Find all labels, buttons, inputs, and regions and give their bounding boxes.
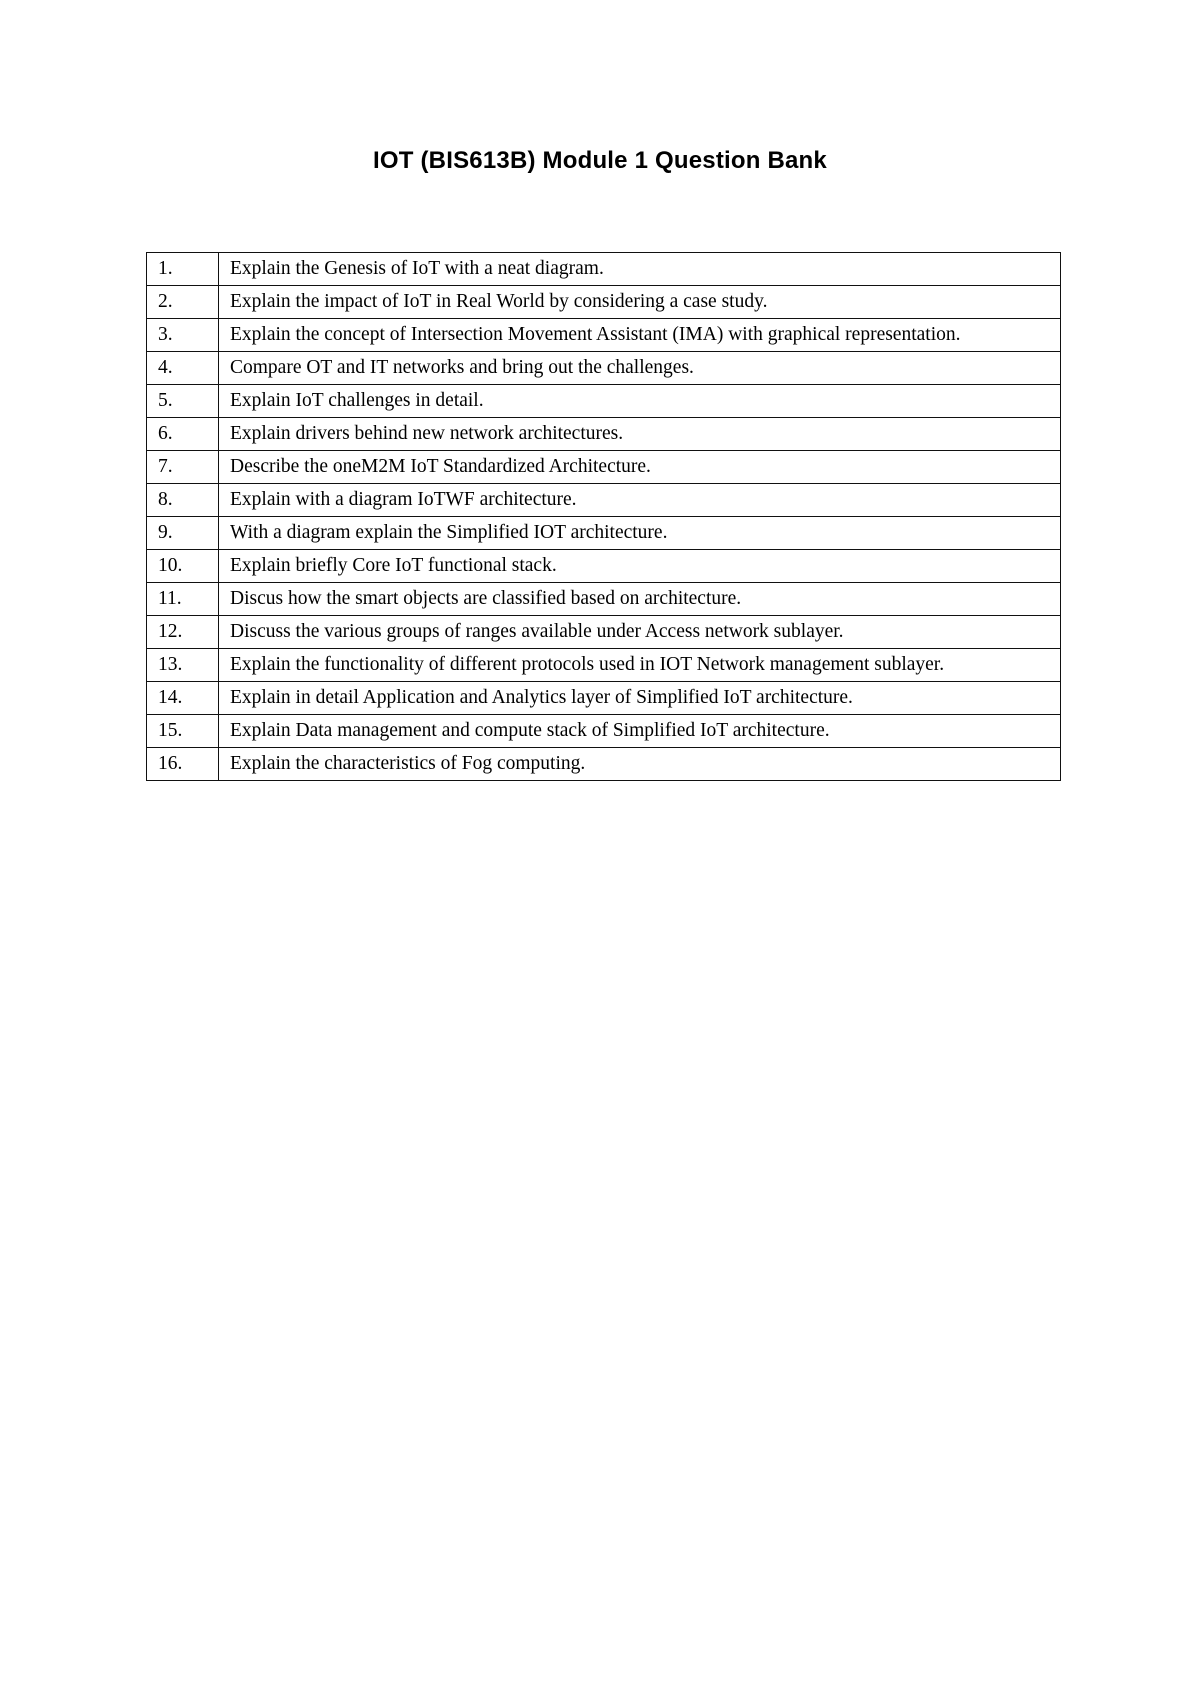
question-text: Explain the Genesis of IoT with a neat diagram.: [219, 253, 1061, 286]
question-number: 14.: [147, 682, 219, 715]
table-row: [147, 385, 1061, 418]
question-number: 1.: [147, 253, 219, 286]
table-row: [147, 484, 1061, 517]
question-table: [146, 252, 1061, 781]
question-text: Explain the impact of IoT in Real World by considering a case study.: [219, 286, 1061, 319]
question-number: 9.: [147, 517, 219, 550]
table-row: [147, 550, 1061, 583]
question-table-body: [147, 253, 1061, 781]
question-text: Discus how the smart objects are classified based on architecture.: [219, 583, 1061, 616]
table-row: [147, 748, 1061, 781]
question-number: 3.: [147, 319, 219, 352]
table-row: [147, 451, 1061, 484]
question-number: 12.: [147, 616, 219, 649]
page-title: IOT (BIS613B) Module 1 Question Bank: [373, 147, 827, 174]
question-number: 6.: [147, 418, 219, 451]
question-number: 16.: [147, 748, 219, 781]
question-text: Explain Data management and compute stack of Simplified IoT architecture.: [219, 715, 1061, 748]
table-row: [147, 682, 1061, 715]
question-text: Explain briefly Core IoT functional stack.: [219, 550, 1061, 583]
question-text: Explain IoT challenges in detail.: [219, 385, 1061, 418]
question-text: Explain drivers behind new network architectures.: [219, 418, 1061, 451]
question-number: 8.: [147, 484, 219, 517]
question-text: Discuss the various groups of ranges available under Access network sublayer.: [219, 616, 1061, 649]
question-text: Explain the concept of Intersection Movement Assistant (IMA) with graphical representation.: [219, 319, 1061, 352]
table-row: [147, 352, 1061, 385]
question-number: 15.: [147, 715, 219, 748]
table-row: [147, 616, 1061, 649]
question-text: Explain with a diagram IoTWF architecture.: [219, 484, 1061, 517]
table-row: [147, 253, 1061, 286]
question-number: 7.: [147, 451, 219, 484]
table-row: [147, 418, 1061, 451]
question-text: Explain in detail Application and Analytics layer of Simplified IoT architecture.: [219, 682, 1061, 715]
question-number: 10.: [147, 550, 219, 583]
table-row: [147, 286, 1061, 319]
question-text: Describe the oneM2M IoT Standardized Architecture.: [219, 451, 1061, 484]
table-row: [147, 583, 1061, 616]
question-text: Explain the functionality of different protocols used in IOT Network management sublayer.: [219, 649, 1061, 682]
question-number: 13.: [147, 649, 219, 682]
question-number: 5.: [147, 385, 219, 418]
table-row: [147, 715, 1061, 748]
table-row: [147, 649, 1061, 682]
table-row: [147, 319, 1061, 352]
question-number: 11.: [147, 583, 219, 616]
question-text: With a diagram explain the Simplified IOT architecture.: [219, 517, 1061, 550]
question-text: Compare OT and IT networks and bring out the challenges.: [219, 352, 1061, 385]
question-text: Explain the characteristics of Fog computing.: [219, 748, 1061, 781]
question-number: 4.: [147, 352, 219, 385]
question-number: 2.: [147, 286, 219, 319]
table-row: [147, 517, 1061, 550]
